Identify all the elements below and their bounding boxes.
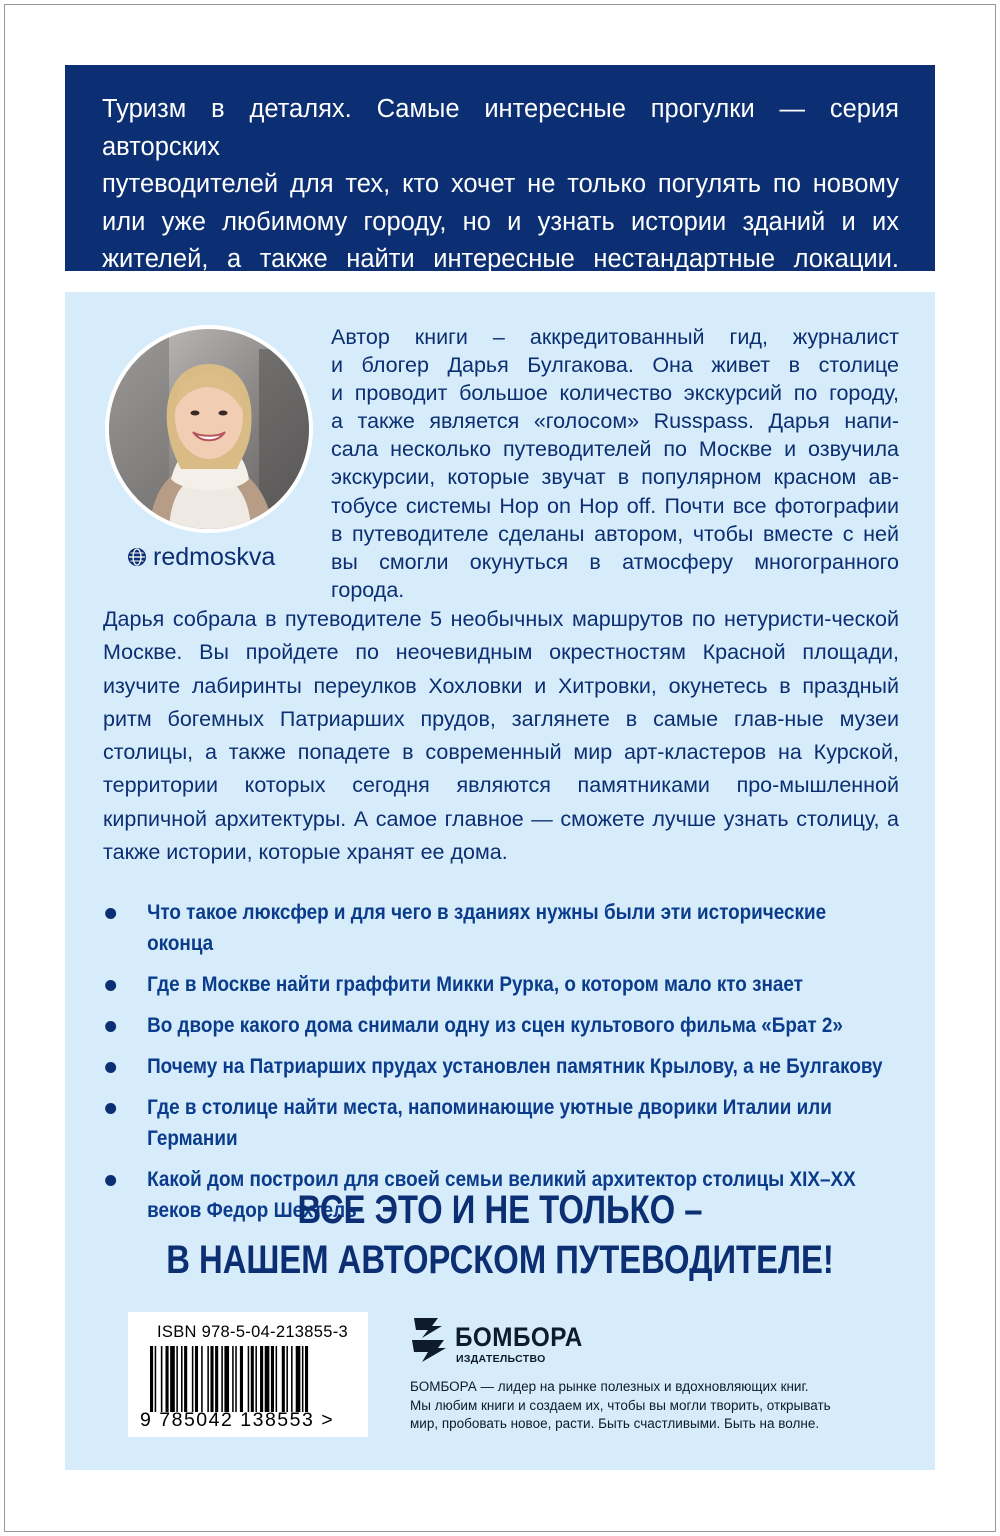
author-handle[interactable] xyxy=(127,540,275,574)
barcode-bar xyxy=(302,1346,304,1412)
barcode-bar xyxy=(291,1346,293,1412)
author-bio xyxy=(331,323,899,604)
author-bio-line: Автор книги – аккредитованный гид, журналист xyxy=(331,325,899,349)
author-bio-line: и проводит большое количество экскурсий по городу, xyxy=(331,381,899,406)
publisher-logo-icon xyxy=(408,1316,448,1364)
slogan-line: ВСЕ ЭТО И НЕ ТОЛЬКО – xyxy=(297,1188,703,1232)
list-item: Где в Москве найти граффити Микки Рурка, о котором мало кто знает xyxy=(103,969,823,1000)
intro-line: путеводителей для тех, кто хочет не только погулять по новому xyxy=(102,170,899,198)
barcode-bar xyxy=(221,1346,223,1412)
author-bio-line: и блогер Дарья Булгакова. Она живет в столице xyxy=(331,353,899,378)
barcode-bar xyxy=(176,1346,178,1412)
author-bio-line: сала несколько путеводителей по Москве и озвучила xyxy=(331,437,899,462)
author-bio-line: вы смогли окунуться в атмосферу многогранного города. xyxy=(331,549,899,602)
barcode-bar xyxy=(207,1346,209,1412)
publisher-name: БОМБОРА xyxy=(455,1322,583,1352)
barcode-bar xyxy=(271,1346,274,1412)
barcode-bar xyxy=(260,1346,263,1412)
barcode-bar xyxy=(251,1346,254,1412)
bullet-dot-icon xyxy=(105,908,116,919)
author-bio-line: экскурсии, которые звучат в популярном красном ав- xyxy=(331,465,899,490)
barcode-bar xyxy=(201,1346,203,1412)
author-portrait-image xyxy=(109,329,309,529)
intro-banner xyxy=(65,65,935,271)
globe-icon xyxy=(127,547,147,567)
intro-line: Туризм в деталях. Самые интересные прогулки — серия авторских xyxy=(102,95,899,161)
intro-line: или уже любимому городу, но и узнать истории зданий и их xyxy=(102,207,899,236)
barcode-bar xyxy=(192,1346,194,1412)
barcode-bar xyxy=(181,1346,183,1412)
slogan xyxy=(143,1185,856,1285)
bullet-dot-icon xyxy=(105,1175,116,1186)
barcode-bar xyxy=(150,1346,153,1412)
isbn-label: ISBN 978-5-04-213855-3 xyxy=(157,1323,348,1341)
publisher-description xyxy=(410,1378,880,1434)
barcode-bar xyxy=(224,1346,229,1412)
barcode-bar xyxy=(240,1346,243,1412)
list-item: Что такое люксфер и для чего в зданиях нужны были эти исторические оконца xyxy=(103,897,823,959)
list-item: Где в столице найти места, напоминающие уютные дворики Италии или Германии xyxy=(103,1092,823,1154)
barcode-bar xyxy=(195,1346,198,1412)
barcode-bar xyxy=(235,1346,237,1412)
list-item: Во дворе какого дома снимали одну из сцен культового фильма «Брат 2» xyxy=(103,1010,823,1041)
bullet-dot-icon xyxy=(105,1062,116,1073)
barcode-bar xyxy=(155,1346,157,1412)
barcode-bar xyxy=(248,1346,250,1412)
routes-description: Дарья собрала в путеводителе 5 необычных маршрутов по нетуристи-ческой Москве. Вы пройдете по неочевидным окрестностям Красной площади, изучите лабиринты переулков Хохловки и Хитровки, окунетесь в праздный ритм богемных Патриарших прудов, заглянете в самые глав-ные музеи столицы, а также попадете в современный мир арт-кластеров на Курской, территории которых сегодня являются памятниками про-мышленной кирпичной архитектуры. А самое главное — сможете лучше узнать столицу, а также истории, которые хранят ее дома. xyxy=(103,607,899,865)
bullet-dot-icon xyxy=(105,1021,116,1032)
author-photo xyxy=(105,325,313,533)
barcode-bar xyxy=(286,1346,288,1412)
bullet-dot-icon xyxy=(105,980,116,991)
list-item: Какой дом построил для своей семьи великий архитектор столицы XIX–XX веков Федор Шехтель xyxy=(103,1164,823,1226)
barcode-bar xyxy=(282,1346,285,1412)
barcode-bar xyxy=(232,1346,234,1412)
slogan-line: В НАШЕМ АВТОРСКОМ ПУТЕВОДИТЕЛЕ! xyxy=(166,1238,834,1282)
intro-line: жителей, а также найти интересные нестандартные локации. xyxy=(102,245,899,273)
author-bio-line: в путеводителе сделаны автором, чтобы вместе с ней xyxy=(331,521,899,546)
barcode-bar xyxy=(255,1346,257,1412)
list-item: Почему на Патриарших прудах установлен памятник Крылову, а не Булгакову xyxy=(103,1051,823,1082)
publisher-description-line: мир, пробовать новое, расти. Быть счастливыми. Быть на волне. xyxy=(410,1416,820,1431)
barcode-bar xyxy=(170,1346,175,1412)
author-bio-line: тобусе системы Hop on Hop off. Почти все фотографии xyxy=(331,493,899,518)
author-handle-text: redmoskva xyxy=(153,542,276,571)
barcode-bar xyxy=(305,1346,308,1412)
barcode-bar xyxy=(296,1346,301,1412)
barcode-bar xyxy=(166,1346,169,1412)
bullet-dot-icon xyxy=(105,1103,116,1114)
barcode-bar xyxy=(210,1346,213,1412)
barcode-bar xyxy=(215,1346,218,1412)
barcode-digits: 9 785042 138553 > xyxy=(140,1409,335,1431)
barcode-bar xyxy=(161,1346,163,1412)
publisher-description-line: БОМБОРА — лидер на рынке полезных и вдохновляющих книг. xyxy=(410,1379,809,1394)
barcode-bar xyxy=(184,1346,187,1412)
publisher-subtitle: ИЗДАТЕЛЬСТВО xyxy=(456,1353,546,1365)
barcode-image xyxy=(150,1346,355,1412)
publisher-description-line: Мы любим книги и создаем их, чтобы вы могли творить, открывать xyxy=(410,1397,831,1413)
barcode-bar xyxy=(276,1346,278,1412)
author-bio-line: а также является «голосом» Russpass. Дарья напи- xyxy=(331,409,899,434)
barcode-bar xyxy=(265,1346,270,1412)
